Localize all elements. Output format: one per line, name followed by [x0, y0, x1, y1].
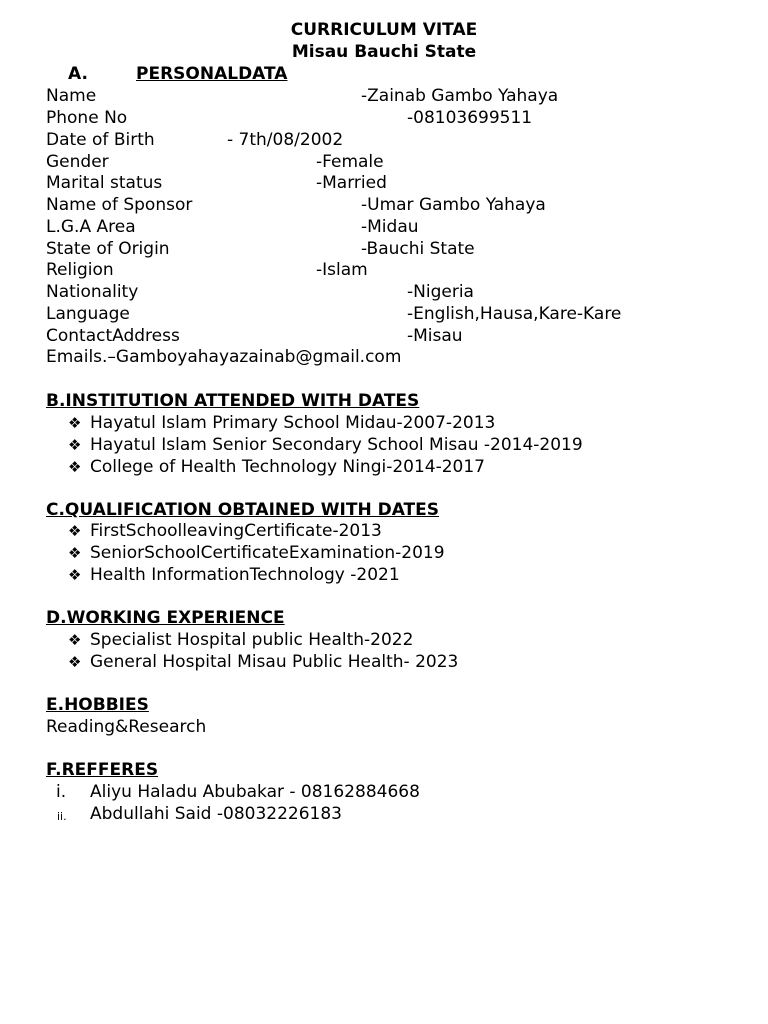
value-language: -English,Hausa,Kare-Kare	[407, 304, 622, 324]
label-phone: Phone No	[46, 108, 128, 128]
label-nationality: Nationality	[46, 282, 139, 302]
email-line: Emails.–Gamboyahayazainab@gmail.com	[46, 347, 402, 367]
value-name: -Zainab Gambo Yahaya	[361, 86, 559, 106]
section-a-heading: PERSONALDATA	[136, 64, 288, 84]
value-contact-address: -Misau	[407, 326, 463, 346]
list-item	[68, 630, 413, 652]
section-d-heading: D.WORKING EXPERIENCE	[46, 608, 285, 628]
list-item	[68, 457, 485, 479]
list-item	[68, 652, 458, 674]
section-a-letter: A.	[68, 64, 88, 84]
document-title: CURRICULUM VITAE	[290, 20, 478, 40]
diamond-bullet-icon: ❖	[68, 631, 82, 649]
value-lga: -Midau	[361, 217, 419, 237]
list-item-text: Health InformationTechnology -2021	[90, 565, 400, 585]
referee-text: Aliyu Haladu Abubakar - 08162884668	[90, 782, 420, 802]
section-e-heading: E.HOBBIES	[46, 695, 149, 715]
label-dob: Date of Birth	[46, 130, 155, 150]
diamond-bullet-icon: ❖	[68, 566, 82, 584]
list-item	[68, 543, 445, 565]
diamond-bullet-icon: ❖	[68, 458, 82, 476]
section-c-heading: C.QUALIFICATION OBTAINED WITH DATES	[46, 500, 440, 520]
label-lga: L.G.A Area	[46, 217, 136, 237]
list-item-text: Hayatul Islam Primary School Midau-2007-2013	[90, 413, 496, 433]
diamond-bullet-icon: ❖	[68, 544, 82, 562]
list-item-text: College of Health Technology Ningi-2014-2017	[90, 457, 486, 477]
document-subtitle: Misau Bauchi State	[291, 42, 477, 62]
label-marital-status: Marital status	[46, 173, 163, 193]
list-item-text: SeniorSchoolCertificateExamination-2019	[90, 543, 445, 563]
diamond-bullet-icon: ❖	[68, 653, 82, 671]
label-contact-address: ContactAddress	[46, 326, 180, 346]
value-religion: -Islam	[316, 260, 368, 280]
value-marital-status: -Married	[316, 173, 387, 193]
hobbies-text: Reading&Research	[46, 717, 207, 737]
value-phone: -08103699511	[407, 108, 533, 128]
label-language: Language	[46, 304, 130, 324]
label-sponsor: Name of Sponsor	[46, 195, 193, 215]
value-gender: -Female	[316, 152, 384, 172]
list-item	[68, 435, 583, 457]
label-name: Name	[46, 86, 97, 106]
diamond-bullet-icon: ❖	[68, 414, 82, 432]
referee-numeral: i.	[56, 782, 67, 802]
list-item	[68, 521, 382, 543]
diamond-bullet-icon: ❖	[68, 522, 82, 540]
value-nationality: -Nigeria	[407, 282, 474, 302]
diamond-bullet-icon: ❖	[68, 436, 82, 454]
value-state-of-origin: -Bauchi State	[361, 239, 475, 259]
section-f-heading: F.REFFERES	[46, 760, 159, 780]
list-item-text: Specialist Hospital public Health-2022	[90, 630, 414, 650]
list-item-text: General Hospital Misau Public Health- 2023	[90, 652, 459, 672]
list-item	[68, 565, 400, 587]
list-item	[68, 413, 495, 435]
label-religion: Religion	[46, 260, 114, 280]
value-sponsor: -Umar Gambo Yahaya	[361, 195, 546, 215]
section-b-heading: B.INSTITUTION ATTENDED WITH DATES	[46, 391, 420, 411]
referee-text: Abdullahi Said -08032226183	[90, 804, 342, 824]
label-gender: Gender	[46, 152, 109, 172]
label-state-of-origin: State of Origin	[46, 239, 170, 259]
list-item-text: FirstSchoolleavingCertificate-2013	[90, 521, 382, 541]
list-item-text: Hayatul Islam Senior Secondary School Misau -2014-2019	[90, 435, 583, 455]
referee-numeral: ii.	[57, 810, 67, 823]
value-dob: - 7th/08/2002	[227, 130, 344, 150]
